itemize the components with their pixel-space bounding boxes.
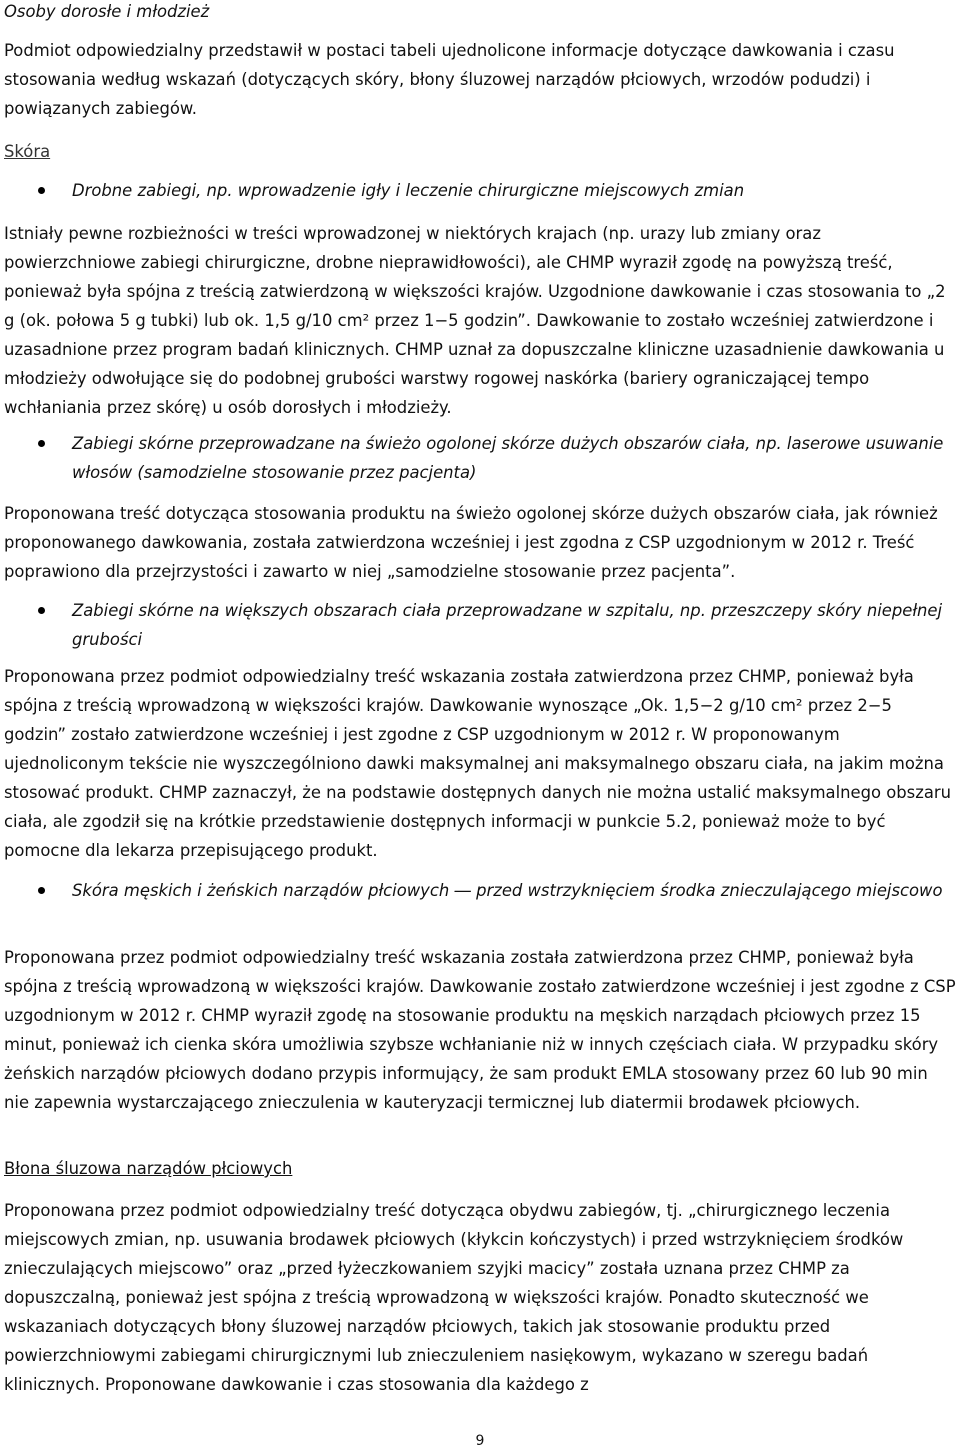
section-title: Osoby dorosłe i młodzież [4,2,210,21]
paragraph-shaved-skin: Proponowana treść dotycząca stosowania produktu na świeżo ogolonej skórze dużych obszarów ciała, jak również proponowanego dawkowania, została zatwierdzona wcześniej i jest zgodna z CSP uzgodnionym w 2012 r. Treść poprawiono dla przejrzystości i zawarto w niej „samodzielne stosowanie przez pacjenta”. [4,504,938,581]
bullet-hospital-procedures: Zabiegi skórne na większych obszarach ciała przeprowadzane w szpitalu, np. przeszczepy skóry niepełnej grubości [72,601,943,649]
mucosa-heading: Błona śluzowa narządów płciowych [4,1159,293,1178]
paragraph-hospital-procedures: Proponowana przez podmiot odpowiedzialny treść wskazania została zatwierdzona przez CHMP, ponieważ była spójna z treścią wprowadzoną w większości krajów. Dawkowanie wynoszące „Ok. 1,5−2 g/10 cm² przez 2−5 godzin” zostało zatwierdzone wcześniej i jest zgodne z CSP uzgodnionym w 2012 r. W proponowanym ujednoliconym tekście nie wyszczególniono dawki maksymalnej ani maksymalnego obszaru ciała, na jakim można stosować produkt. CHMP zaznaczył, że na podstawie dostępnych danych nie można ustalić maksymalnego obszaru ciała, ale zgodził się na krótkie przedstawienie dostępnych informacji w punkcie 5.2, ponieważ może to być pomocne dla lekarza przepisującego produkt. [4,667,951,860]
bullet-shaved-skin: Zabiegi skórne przeprowadzane na świeżo ogolonej skórze dużych obszarów ciała, np. laserowe usuwanie włosów (samodzielne stosowanie przez pacjenta) [72,434,944,482]
bullet-marker [38,440,45,447]
bullet-minor-procedures: Drobne zabiegi, np. wprowadzenie igły i leczenie chirurgiczne miejscowych zmian [72,181,745,200]
paragraph-genital-skin: Proponowana przez podmiot odpowiedzialny treść wskazania została zatwierdzona przez CHMP, ponieważ była spójna z treścią wprowadzoną w większości krajów. Dawkowanie zostało zatwierdzone wcześniej i jest zgodne z CSP uzgodnionym w 2012 r. CHMP wyraził zgodę na stosowanie produktu na męskich narządach płciowych przez 15 minut, ponieważ ich cienka skóra umożliwia szybsze wchłanianie niż w innych częściach ciała. W przypadku skóry żeńskich narządów płciowych dodano przypis informujący, że sam produkt EMLA stosowany przez 60 lub 90 min nie zapewnia wystarczającego znieczulenia w kauteryzacji termicznej lub diatermii brodawek płciowych. [4,948,956,1112]
page-number: 9 [475,1433,485,1449]
paragraph-minor-procedures: Istniały pewne rozbieżności w treści wprowadzonej w niektórych krajach (np. urazy lub zmiany oraz powierzchniowe zabiegi chirurgiczne, drobne nieprawidłowości), ale CHMP wyraził zgodę na powyższą treść, ponieważ była spójna z treścią zatwierdzoną w większości krajów. Uzgodnione dawkowanie i czas stosowania to „2 g (ok. połowa 5 g tubki) lub ok. 1,5 g/10 cm² przez 1−5 godzin”. Dawkowanie to zostało wcześniej zatwierdzone i uzasadnione przez program badań klinicznych. CHMP uznał za dopuszczalne kliniczne uzasadnienie dawkowania u młodzieży odwołujące się do podobnej grubości warstwy rogowej naskórka (bariery ograniczającej tempo wchłaniania przez skórę) u osób dorosłych i młodzieży. [4,224,946,417]
bullet-genital-skin: Skóra męskich i żeńskich narządów płciowych ― przed wstrzyknięciem środka znieczulającego miejscowo [72,881,943,900]
bullet-marker [38,607,45,614]
bullet-marker [38,187,45,194]
intro-paragraph: Podmiot odpowiedzialny przedstawił w postaci tabeli ujednolicone informacje dotyczące dawkowania i czasu stosowania według wskazań (dotyczących skóry, błony śluzowej narządów płciowych, wrzodów podudzi) i powiązanych zabiegów. [4,41,895,118]
bullet-marker [38,887,45,894]
paragraph-genital-mucosa: Proponowana przez podmiot odpowiedzialny treść dotycząca obydwu zabiegów, tj. „chirurgicznego leczenia miejscowych zmian, np. usuwania brodawek płciowych (kłykcin kończystych) i przed wstrzyknięciem środków znieczulających miejscowo” oraz „przed łyżeczkowaniem szyjki macicy” została uznana przez CHMP za dopuszczalną, ponieważ jest spójna z treścią wprowadzoną w większości krajów. Ponadto skuteczność we wskazaniach dotyczących błony śluzowej narządów płciowych, takich jak stosowanie produktu przed powierzchniowymi zabiegami chirurgicznymi lub znieczuleniem nasiękowym, wykazano w szeregu badań klinicznych. Proponowane dawkowanie i czas stosowania dla każdego z [4,1201,904,1394]
skin-heading: Skóra [4,142,51,161]
